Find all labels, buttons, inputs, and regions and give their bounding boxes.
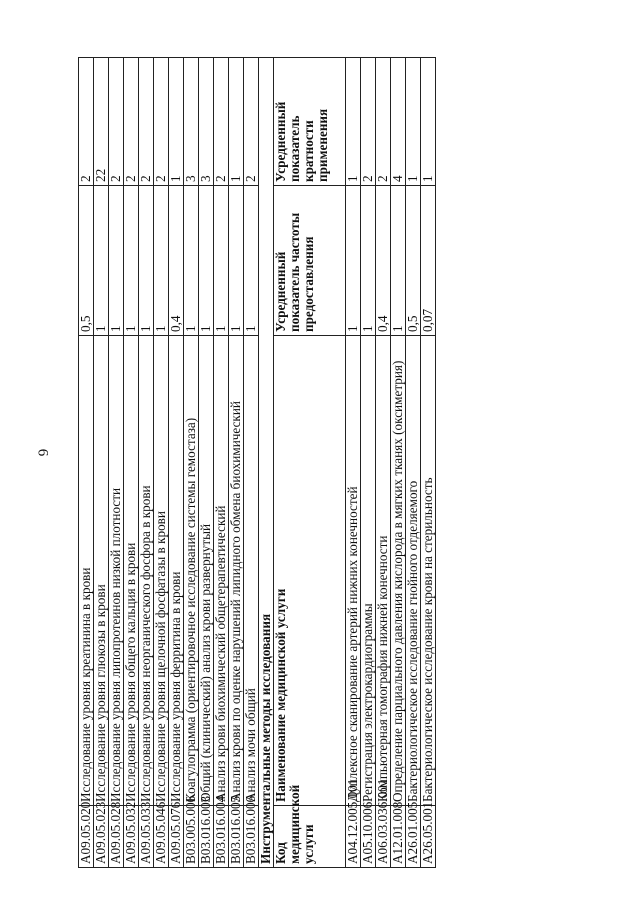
cell-code: A06.03.036.001 <box>376 806 391 868</box>
services-table <box>78 57 436 868</box>
cell-mult: 22 <box>94 58 109 186</box>
cell-name: Компьютерная томография нижней конечности <box>376 336 391 806</box>
table-row <box>139 58 154 868</box>
table-row <box>214 58 229 868</box>
cell-freq: 1 <box>244 186 259 336</box>
table-row <box>361 58 376 868</box>
cell-code: A26.05.001 <box>421 806 436 868</box>
cell-name: Определение парциального давления кислорода в мягких тканях (оксиметрия) <box>391 336 406 806</box>
cell-name: Анализ мочи общий <box>244 336 259 806</box>
table-row <box>124 58 139 868</box>
cell-name: Исследование уровня щелочной фосфатазы в крови <box>154 336 169 806</box>
rotated-document <box>78 58 538 868</box>
cell-name: Исследование уровня общего кальция в крови <box>124 336 139 806</box>
cell-name: Исследование уровня неорганического фосфора в крови <box>139 336 154 806</box>
cell-mult: 2 <box>109 58 124 186</box>
cell-mult: 2 <box>154 58 169 186</box>
table-row <box>109 58 124 868</box>
cell-freq: 1 <box>124 186 139 336</box>
cell-code: A09.05.028 <box>109 806 124 868</box>
cell-name: Дуплексное сканирование артерий нижних конечностей <box>346 336 361 806</box>
cell-code: A09.05.076 <box>169 806 184 868</box>
page-number: 6 <box>34 448 51 457</box>
cell-mult: 1 <box>421 58 436 186</box>
cell-freq: 1 <box>199 186 214 336</box>
cell-mult: 3 <box>199 58 214 186</box>
cell-mult: 2 <box>139 58 154 186</box>
cell-mult: 1 <box>169 58 184 186</box>
cell-code: B03.016.005 <box>229 806 244 868</box>
table-row <box>346 58 361 868</box>
cell-name: Исследование уровня креатинина в крови <box>79 336 94 806</box>
table-row <box>391 58 406 868</box>
cell-mult: 2 <box>124 58 139 186</box>
cell-freq: 1 <box>229 186 244 336</box>
table-row <box>79 58 94 868</box>
cell-freq: 1 <box>391 186 406 336</box>
cell-freq: 1 <box>109 186 124 336</box>
cell-code: A09.05.033 <box>139 806 154 868</box>
cell-name: Бактериологическое исследование гнойного отделяемого <box>406 336 421 806</box>
cell-code: B03.016.006 <box>244 806 259 868</box>
cell-name: Исследование уровня липопротеинов низкой плотности <box>109 336 124 806</box>
cell-code: A12.01.008 <box>391 806 406 868</box>
cell-mult: 4 <box>391 58 406 186</box>
cell-freq: 1 <box>214 186 229 336</box>
cell-code: A09.05.023 <box>94 806 109 868</box>
cell-code: A04.12.005.001 <box>346 806 361 868</box>
table-row <box>169 58 184 868</box>
cell-code: A09.05.046 <box>154 806 169 868</box>
cell-code: A26.01.005 <box>406 806 421 868</box>
cell-mult: 2 <box>79 58 94 186</box>
table-row <box>376 58 391 868</box>
cell-freq: 1 <box>346 186 361 336</box>
table-row <box>184 58 199 868</box>
cell-freq: 1 <box>94 186 109 336</box>
header-name: Наименование медицинской услуги <box>274 336 346 806</box>
cell-freq: 0,5 <box>406 186 421 336</box>
cell-code: B03.016.004 <box>214 806 229 868</box>
cell-freq: 0,4 <box>376 186 391 336</box>
section-title: Инструментальные методы исследования <box>259 336 274 868</box>
cell-name: Исследование уровня глюкозы в крови <box>94 336 109 806</box>
instr-section <box>259 58 346 868</box>
cell-name: Коагулограмма (ориентировочное исследование системы гемостаза) <box>184 336 199 806</box>
cell-mult: 2 <box>361 58 376 186</box>
header-code: Код медицинской услуги <box>274 806 346 868</box>
header-mult: Усредненный показатель кратности применения <box>274 58 346 186</box>
cell-code: A09.05.020 <box>79 806 94 868</box>
cell-freq: 1 <box>184 186 199 336</box>
cell-code: A09.05.032 <box>124 806 139 868</box>
cell-freq: 1 <box>154 186 169 336</box>
cell-code: B03.016.003 <box>199 806 214 868</box>
table-row <box>154 58 169 868</box>
cell-mult: 2 <box>214 58 229 186</box>
cell-name: Общий (клинический) анализ крови развернутый <box>199 336 214 806</box>
cell-code: B03.005.006 <box>184 806 199 868</box>
cell-mult: 1 <box>406 58 421 186</box>
table-row <box>94 58 109 868</box>
cell-mult: 3 <box>184 58 199 186</box>
cell-freq: 1 <box>361 186 376 336</box>
cell-mult: 2 <box>244 58 259 186</box>
cell-freq: 0,07 <box>421 186 436 336</box>
table-row <box>421 58 436 868</box>
cell-freq: 0,5 <box>79 186 94 336</box>
table-row <box>229 58 244 868</box>
table-row <box>244 58 259 868</box>
cell-name: Регистрация электрокардиограммы <box>361 336 376 806</box>
instr-rows <box>346 58 436 868</box>
table-row <box>199 58 214 868</box>
header-freq: Усредненный показатель частоты предоставления <box>274 186 346 336</box>
table-row <box>406 58 421 868</box>
cell-code: A05.10.006 <box>361 806 376 868</box>
cell-mult: 1 <box>229 58 244 186</box>
cell-name: Исследование уровня ферритина в крови <box>169 336 184 806</box>
cell-mult: 2 <box>376 58 391 186</box>
cell-name: Анализ крови по оценке нарушений липидного обмена биохимический <box>229 336 244 806</box>
cell-name: Анализ крови биохимический общетерапевтический <box>214 336 229 806</box>
cell-freq: 0,4 <box>169 186 184 336</box>
cell-freq: 1 <box>139 186 154 336</box>
cell-name: Бактериологическое исследование крови на стерильность <box>421 336 436 806</box>
cell-mult: 1 <box>346 58 361 186</box>
lab-section <box>79 58 259 868</box>
